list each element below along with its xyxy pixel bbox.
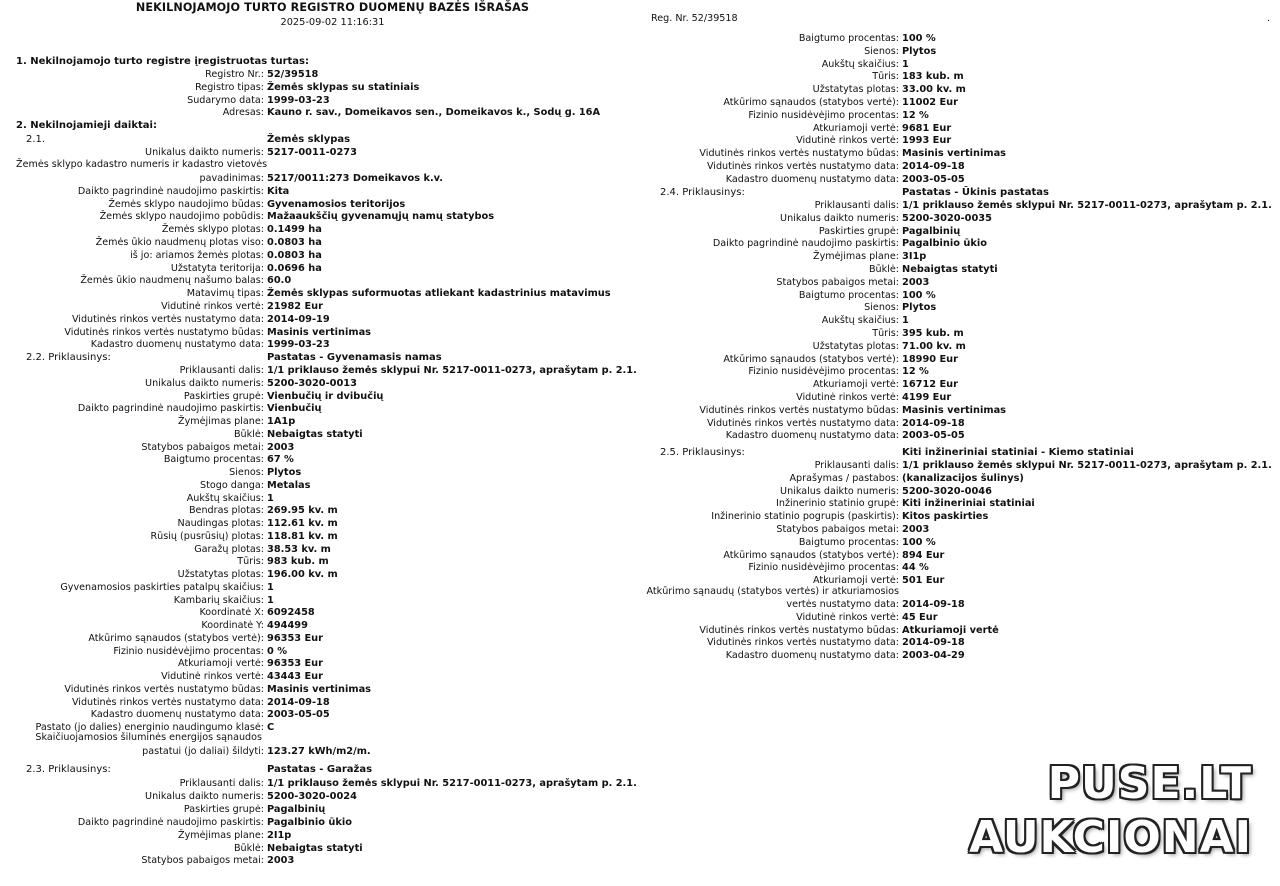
field-value: 501 Eur xyxy=(902,575,945,587)
field-value: Pagalbinio ūkio xyxy=(267,816,352,828)
field-label: Rūsių (pusrūsių) plotas: xyxy=(150,530,264,542)
field-label: Statybos pabaigos metai: xyxy=(776,524,899,535)
watermark-line-2: AUKCIONAI xyxy=(969,812,1252,863)
field-value: 894 Eur xyxy=(902,549,945,561)
field-value: 118.81 kv. m xyxy=(267,530,338,542)
field-label: Unikalus daikto numeris: xyxy=(780,485,899,497)
field-label: Būklė: xyxy=(868,264,899,275)
field-value: Nebaigtas statyti xyxy=(902,264,998,275)
item-2-2-note: Skaičiuojamosios šiluminės energijos sąnaudos xyxy=(35,732,262,743)
field-value: 1 xyxy=(902,315,909,327)
field-label: Priklausanti dalis: xyxy=(179,365,264,376)
field-label: Vidutinė rinkos vertė: xyxy=(796,611,899,623)
field-value: 0.0803 ha xyxy=(267,249,322,261)
field-value: Plytos xyxy=(902,302,937,314)
field-label: Kadastro duomenų nustatymo data: xyxy=(725,430,899,442)
field-label: Vidutinės rinkos vertės nustatymo data: xyxy=(706,637,899,649)
field-label: Žymėjimas plane: xyxy=(178,829,264,841)
field-value: (kanalizacijos šulinys) xyxy=(902,472,1024,484)
field-value: 5217/0011:273 Domeikavos k.v. xyxy=(267,173,443,184)
field-value: 0.0696 ha xyxy=(267,262,322,274)
field-value: 196.00 kv. m xyxy=(267,569,338,580)
field-value: 4199 Eur xyxy=(902,392,952,403)
field-value: 5200-3020-0024 xyxy=(267,790,357,802)
field-label: Fizinio nusidėvėjimo procentas: xyxy=(113,645,264,657)
field-value: 2I1p xyxy=(267,829,292,841)
field-label: Fizinio nusidėvėjimo procentas: xyxy=(748,366,899,378)
field-label: Atkūrimo sąnaudos (statybos vertė): xyxy=(723,97,899,108)
field-value: 43443 Eur xyxy=(267,671,323,682)
field-value: 2003-05-05 xyxy=(902,430,965,442)
field-label: Atkuriamoji vertė: xyxy=(812,379,899,391)
field-label: Vidutinės rinkos vertės nustatymo būdas: xyxy=(64,326,264,338)
field-value: 123.27 kWh/m2/m. xyxy=(267,746,371,757)
field-label: Vidutinė rinkos vertė: xyxy=(161,671,264,682)
field-label: Žemės ūkio naudmenų plotas viso: xyxy=(95,237,264,248)
field-value: 2003 xyxy=(267,441,295,453)
field-value: Vienbučių ir dvibučių xyxy=(267,390,384,402)
field-label: vertės nustatymo data: xyxy=(786,599,899,610)
field-label: Fizinio nusidėvėjimo procentas: xyxy=(748,562,899,574)
field-label: Baigtumo procentas: xyxy=(163,454,264,466)
field-value: 52/39518 xyxy=(267,69,319,80)
field-label: Priklausanti dalis: xyxy=(814,460,899,471)
field-label: Būklė: xyxy=(233,428,264,440)
field-value: 45 Eur xyxy=(902,611,938,623)
field-label: Žemės sklypo naudojimo pobūdis: xyxy=(99,211,264,223)
field-value: 1 xyxy=(267,581,274,593)
field-value: 100 % xyxy=(902,33,936,44)
field-value: 0 % xyxy=(267,645,288,657)
field-value: 1/1 priklauso žemės sklypui Nr. 5217-0011-0273, aprašytam p. 2.1. xyxy=(267,365,637,376)
section-1-heading: 1. Nekilnojamojo turto registre įregistruotas turtas: xyxy=(16,56,309,67)
field-value: Masinis vertinimas xyxy=(267,683,372,695)
field-value: 5217-0011-0273 xyxy=(267,147,357,158)
field-value: Vienbučių xyxy=(267,403,322,415)
field-label: Vidutinė rinkos vertė: xyxy=(796,135,899,147)
section-2-heading: 2. Nekilnojamieji daiktai: xyxy=(16,120,157,131)
field-label: Vidutinė rinkos vertė: xyxy=(796,392,899,403)
field-value: 1 xyxy=(902,58,909,70)
field-value: Gyvenamosios teritorijos xyxy=(267,198,406,210)
item-2-2-id: 2.2. Priklausinys: xyxy=(26,352,111,363)
field-value: 44 % xyxy=(902,562,929,574)
field-label: Aprašymas / pastabos: xyxy=(789,472,899,484)
field-label: Unikalus daikto numeris: xyxy=(145,377,264,389)
field-value: 5200-3020-0035 xyxy=(902,212,992,224)
field-value: 96353 Eur xyxy=(267,632,323,644)
field-label: Registro tipas: xyxy=(195,81,264,93)
field-value: 983 kub. m xyxy=(267,556,329,568)
item-2-3-id: 2.3. Priklausinys: xyxy=(26,764,111,775)
field-label: Vidutinės rinkos vertės nustatymo data: xyxy=(706,161,899,172)
field-label: Tūris: xyxy=(872,328,899,339)
field-label: Unikalus daikto numeris: xyxy=(145,147,264,158)
field-label: Atkuriamoji vertė: xyxy=(177,658,264,670)
field-value: 1/1 priklauso žemės sklypui Nr. 5217-0011-0273, aprašytam p. 2.1. xyxy=(902,460,1272,471)
field-label: Vidutinės rinkos vertės nustatymo data: xyxy=(71,696,264,708)
field-label: Žemės sklypo plotas: xyxy=(161,224,264,236)
item-2-5-id: 2.5. Priklausinys: xyxy=(660,447,745,458)
field-value: 2014-09-18 xyxy=(267,696,330,708)
field-label: Koordinatė Y: xyxy=(201,620,264,631)
field-value: 1999-03-23 xyxy=(267,94,330,106)
field-value: 38.53 kv. m xyxy=(267,543,331,555)
field-label: Registro Nr.: xyxy=(205,69,264,80)
field-label: Sienos: xyxy=(864,302,899,314)
field-label: Atkūrimo sąnaudos (statybos vertė): xyxy=(88,632,264,644)
field-label: Naudingas plotas: xyxy=(177,518,264,529)
field-label: Paskirties grupė: xyxy=(183,390,264,402)
field-label: Aukštų skaičius: xyxy=(821,58,899,70)
field-value: Atkuriamoji vertė xyxy=(902,624,999,636)
field-label: Paskirties grupė: xyxy=(818,225,899,237)
field-value: Kita xyxy=(267,185,290,197)
field-label: Vidutinės rinkos vertės nustatymo data: xyxy=(71,313,264,325)
field-label: Bendras plotas: xyxy=(188,505,264,517)
field-label: Paskirties grupė: xyxy=(183,803,264,815)
field-value: 1 xyxy=(267,492,274,504)
field-label: Aukštų skaičius: xyxy=(821,315,899,327)
field-value: 2014-09-18 xyxy=(902,637,965,649)
field-label: Vidutinės rinkos vertės nustatymo būdas: xyxy=(699,624,899,636)
field-label: Baigtumo procentas: xyxy=(798,289,899,301)
field-label: Inžinerinio statinio pogrupis (paskirtis): xyxy=(711,511,899,523)
field-label: Statybos pabaigos metai: xyxy=(141,441,264,453)
field-value: Pagalbinių xyxy=(267,803,326,815)
item-2-1-id: 2.1. xyxy=(26,134,46,145)
field-label: Kadastro duomenų nustatymo data: xyxy=(725,173,899,185)
field-label: Atkūrimo sąnaudos (statybos vertė): xyxy=(723,549,899,561)
item-2-5-note: Atkūrimo sąnaudų (statybos vertės) ir atkuriamosios xyxy=(646,586,899,597)
item-2-4-id: 2.4. Priklausinys: xyxy=(660,187,745,198)
field-label: Priklausanti dalis: xyxy=(814,200,899,211)
field-value: 183 kub. m xyxy=(902,71,964,83)
field-value: 21982 Eur xyxy=(267,301,323,312)
field-value: 100 % xyxy=(902,289,936,301)
field-value: Mažaaukščių gyvenamųjų namų statybos xyxy=(267,211,495,223)
field-value: 0.0803 ha xyxy=(267,237,322,248)
field-value: Masinis vertinimas xyxy=(902,148,1007,160)
field-value: Plytos xyxy=(902,45,937,57)
field-value: Kitos paskirties xyxy=(902,511,989,523)
item-2-4-title: Pastatas - Ūkinis pastatas xyxy=(902,187,1049,198)
field-value: Nebaigtas statyti xyxy=(267,428,363,440)
field-value: 1A1p xyxy=(267,416,296,427)
field-label: Žymėjimas plane: xyxy=(813,251,899,263)
field-label: Tūris: xyxy=(237,556,264,568)
field-label: Žemės ūkio naudmenų našumo balas: xyxy=(80,275,264,287)
field-value: Plytos xyxy=(267,467,302,478)
field-label: Matavimų tipas: xyxy=(186,288,264,300)
field-value: 5200-3020-0046 xyxy=(902,485,992,497)
field-value: 494499 xyxy=(267,620,308,631)
field-value: Kauno r. sav., Domeikavos sen., Domeikavos k., Sodų g. 16A xyxy=(267,107,601,119)
field-value: 0.1499 ha xyxy=(267,224,322,236)
field-label: Sudarymo data: xyxy=(187,94,264,106)
field-label: pavadinimas: xyxy=(199,173,264,184)
field-value: 1/1 priklauso žemės sklypui Nr. 5217-0011-0273, aprašytam p. 2.1. xyxy=(902,200,1272,211)
field-label: Pastato (jo dalies) energinio naudingumo klasė: xyxy=(35,722,264,733)
document-title: NEKILNOJAMOJO TURTO REGISTRO DUOMENŲ BAZĖS IŠRAŠAS xyxy=(135,1,530,14)
field-label: Kadastro duomenų nustatymo data: xyxy=(90,709,264,721)
field-value: 71.00 kv. m xyxy=(902,340,966,352)
field-label: Daikto pagrindinė naudojimo paskirtis: xyxy=(77,403,264,415)
field-label: Statybos pabaigos metai: xyxy=(141,855,264,867)
field-label: Gyvenamosios paskirties patalpų skaičius: xyxy=(60,581,264,593)
field-value: Žemės sklypas suformuotas atliekant kadastrinius matavimus xyxy=(267,288,611,300)
field-label: Baigtumo procentas: xyxy=(798,33,899,44)
field-value: 100 % xyxy=(902,536,936,548)
field-label: Žemės sklypo naudojimo būdas: xyxy=(108,198,264,210)
field-label: Adresas: xyxy=(222,107,264,119)
field-value: 2014-09-19 xyxy=(267,313,330,325)
field-value: 2014-09-18 xyxy=(902,599,965,610)
field-value: 33.00 kv. m xyxy=(902,84,966,96)
field-value: Pagalbinių xyxy=(902,225,961,237)
field-label: Kadastro duomenų nustatymo data: xyxy=(90,339,264,351)
field-value: 1999-03-23 xyxy=(267,339,330,351)
field-label: Fizinio nusidėvėjimo procentas: xyxy=(748,109,899,121)
field-label: Sienos: xyxy=(864,45,899,57)
field-value: 395 kub. m xyxy=(902,328,964,339)
field-label: Unikalus daikto numeris: xyxy=(145,790,264,802)
field-value: 96353 Eur xyxy=(267,658,323,670)
field-label: Kadastro duomenų nustatymo data: xyxy=(725,650,899,662)
field-value: 269.95 kv. m xyxy=(267,505,338,517)
field-label: Priklausanti dalis: xyxy=(179,778,264,789)
field-label: Užstatyta teritorija: xyxy=(170,262,264,274)
field-label: Užstatytas plotas: xyxy=(812,340,899,352)
field-label: Kambarių skaičius: xyxy=(173,594,264,606)
field-value: Metalas xyxy=(267,479,311,491)
field-label: Aukštų skaičius: xyxy=(186,492,264,504)
registry-reference: Reg. Nr. 52/39518 xyxy=(651,13,738,24)
field-value: 12 % xyxy=(902,366,929,378)
field-value: 2003-05-05 xyxy=(267,709,330,721)
watermark-line-1: PUSE.LT xyxy=(1047,758,1252,809)
field-value: Pagalbinio ūkio xyxy=(902,238,987,250)
field-value: 112.61 kv. m xyxy=(267,518,338,529)
field-value: 16712 Eur xyxy=(902,379,958,391)
item-2-2-title: Pastatas - Gyvenamasis namas xyxy=(267,352,442,363)
field-value: 2003 xyxy=(902,276,930,288)
field-label: Atkūrimo sąnaudos (statybos vertė): xyxy=(723,353,899,365)
field-value: Kiti inžineriniai statiniai xyxy=(902,498,1035,510)
field-value: 6092458 xyxy=(267,607,315,619)
field-label: Užstatytas plotas: xyxy=(812,84,899,96)
field-label: Baigtumo procentas: xyxy=(798,536,899,548)
field-value: 1/1 priklauso žemės sklypui Nr. 5217-0011-0273, aprašytam p. 2.1. xyxy=(267,778,637,789)
field-value: 60.0 xyxy=(267,275,292,287)
field-label: Vidutinės rinkos vertės nustatymo būdas: xyxy=(64,683,264,695)
field-label: Būklė: xyxy=(233,842,264,854)
corner-mark: . xyxy=(1266,13,1270,24)
field-label: Vidutinės rinkos vertės nustatymo būdas: xyxy=(699,404,899,416)
field-value: 2003 xyxy=(902,524,930,535)
field-value: 12 % xyxy=(902,109,929,121)
field-label: iš jo: ariamos žemės plotas: xyxy=(130,249,264,261)
field-value: Masinis vertinimas xyxy=(267,326,372,338)
field-value: 2003-04-29 xyxy=(902,650,965,662)
document-date: 2025-09-02 11:16:31 xyxy=(280,17,385,28)
item-2-5-title: Kiti inžineriniai statiniai - Kiemo statiniai xyxy=(902,447,1134,458)
item-2-1-note: Žemės sklypo kadastro numeris ir kadastro vietovės xyxy=(16,159,268,170)
field-value: 1 xyxy=(267,594,274,606)
field-label: pastatui (jo daliai) šildyti: xyxy=(142,746,264,757)
field-value: 67 % xyxy=(267,454,294,466)
field-label: Atkuriamoji vertė: xyxy=(812,575,899,587)
field-label: Žymėjimas plane: xyxy=(178,416,264,427)
field-label: Sienos: xyxy=(229,467,264,478)
field-value: 5200-3020-0013 xyxy=(267,377,357,389)
field-value: 2014-09-18 xyxy=(902,161,965,172)
field-value: 18990 Eur xyxy=(902,353,958,365)
field-value: 3I1p xyxy=(902,251,927,263)
field-label: Inžinerinio statinio grupė: xyxy=(776,498,899,510)
field-label: Garažų plotas: xyxy=(194,543,264,555)
field-label: Tūris: xyxy=(872,71,899,83)
field-label: Užstatytas plotas: xyxy=(177,569,264,580)
field-label: Statybos pabaigos metai: xyxy=(776,276,899,288)
field-value: 2003-05-05 xyxy=(902,173,965,185)
field-label: Stogo danga: xyxy=(200,479,264,491)
field-label: Koordinatė X: xyxy=(199,607,264,619)
field-label: Unikalus daikto numeris: xyxy=(780,212,899,224)
field-value: 11002 Eur xyxy=(902,97,958,108)
field-value: 2003 xyxy=(267,855,295,867)
item-2-1-title: Žemės sklypas xyxy=(267,134,351,145)
field-label: Vidutinė rinkos vertė: xyxy=(161,301,264,312)
field-label: Daikto pagrindinė naudojimo paskirtis: xyxy=(77,185,264,197)
item-2-3-title: Pastatas - Garažas xyxy=(267,764,373,775)
field-value: Nebaigtas statyti xyxy=(267,842,363,854)
field-label: Vidutinės rinkos vertės nustatymo data: xyxy=(706,417,899,429)
field-value: 9681 Eur xyxy=(902,122,952,134)
field-label: Daikto pagrindinė naudojimo paskirtis: xyxy=(77,816,264,828)
field-label: Vidutinės rinkos vertės nustatymo būdas: xyxy=(699,148,899,160)
field-value: 1993 Eur xyxy=(902,135,952,147)
field-value: 2014-09-18 xyxy=(902,417,965,429)
field-label: Atkuriamoji vertė: xyxy=(812,122,899,134)
field-value: C xyxy=(267,722,275,733)
field-label: Daikto pagrindinė naudojimo paskirtis: xyxy=(712,238,899,250)
field-value: Masinis vertinimas xyxy=(902,404,1007,416)
field-value: Žemės sklypas su statiniais xyxy=(267,81,420,93)
